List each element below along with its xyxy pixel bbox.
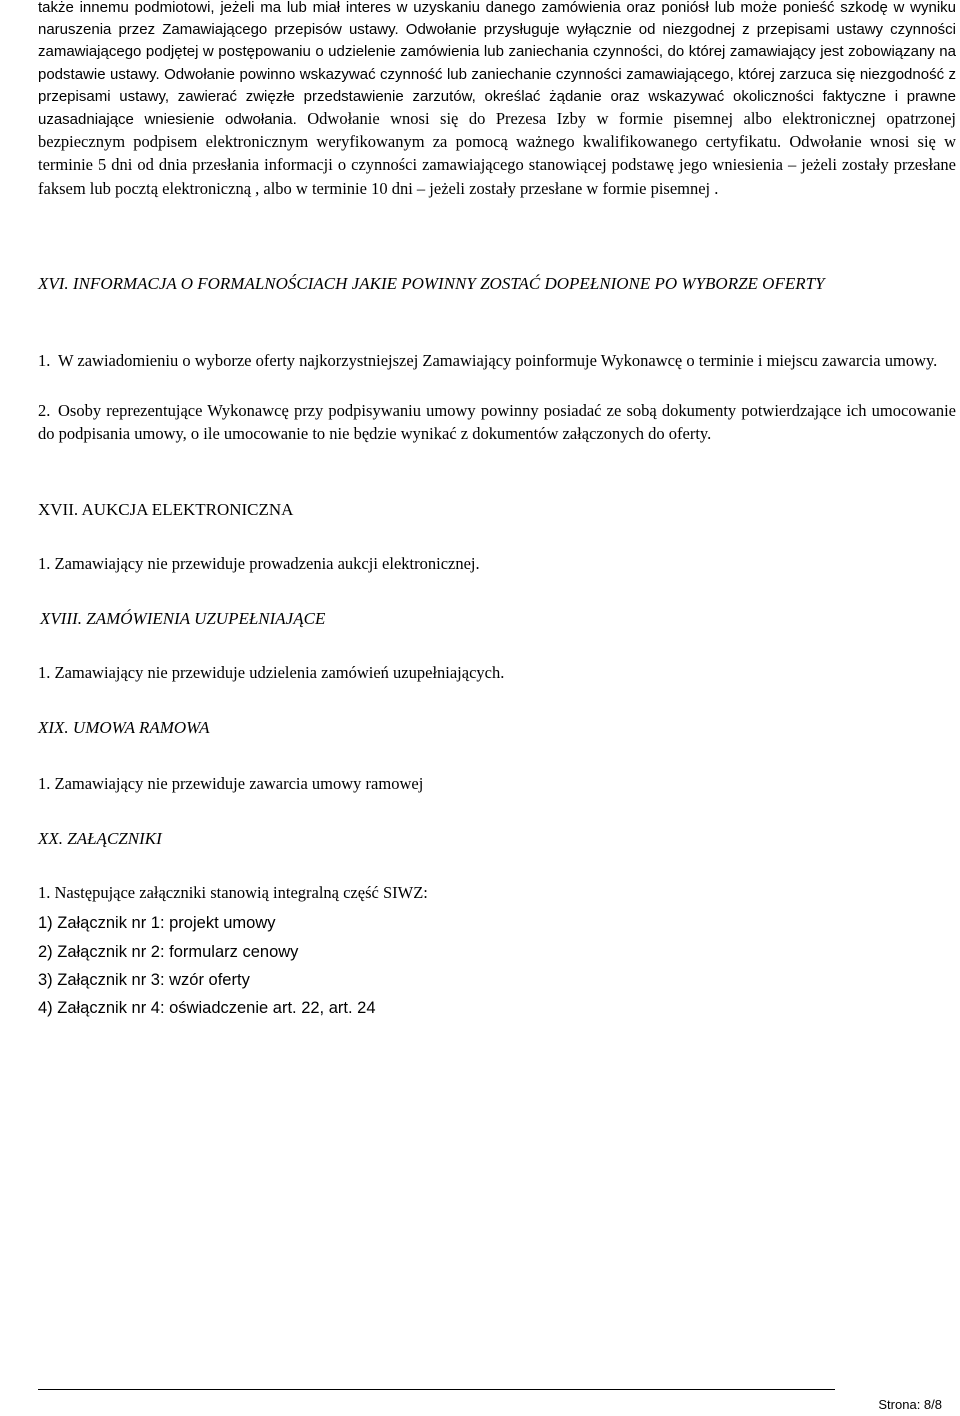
- section-xviii-heading: XVIII. ZAMÓWIENIA UZUPEŁNIAJĄCE: [40, 609, 326, 628]
- appeal-text-serif-1: Odwołanie wnosi się do Prezesa Izby w formie pisemnej albo elektronicznej opatrzonej bezpiecznym podpisem elektronicznym weryfikowanym za pomocą ważnego kwalifikowanego certyfikatu.: [38, 109, 957, 152]
- section-xix-heading: XIX. UMOWA RAMOWA: [38, 718, 210, 737]
- section-xx-heading: XX. ZAŁĄCZNIKI: [38, 829, 162, 848]
- attachment-2: 2) Załącznik nr 2: formularz cenowy: [38, 943, 299, 961]
- section-xvi-item-2-number: 2.: [38, 401, 51, 420]
- section-xvi-item-1-number: 1.: [38, 351, 51, 370]
- appeal-text-sans: także innemu podmiotowi, jeżeli ma lub miał interes w uzyskaniu danego zamówienia oraz poniósł lub może ponieść szkodę w wyniku naruszenia przez Zamawiającego przepisów ustawy. Odwołanie przysługuje wyłącznie od niezgodnej z przepisami ustawy czynności zamawiającego podjętej w postępowaniu o udzielenie zamówienia lub zaniechania czynności, do której zamawiający jest zobowiązany na podstawie ustawy. Odwołanie powinno wskazywać czynność lub zaniechanie czynności zamawiającego, której zarzuca się niezgodność z przepisami ustawy, zawierać zwięzłe przedstawienie zarzutów, określać żądanie oraz wskazywać okoliczności faktyczne i prawne uzasadniające wniesienie odwołania.: [38, 0, 956, 129]
- section-xvi-heading: XVI. INFORMACJA O FORMALNOŚCIACH JAKIE POWINNY ZOSTAĆ DOPEŁNIONE PO WYBORZE OFERTY: [38, 274, 825, 293]
- section-xix-item: 1. Zamawiający nie przewiduje zawarcia umowy ramowej: [38, 774, 424, 793]
- section-xviii-item: 1. Zamawiający nie przewiduje udzielenia zamówień uzupełniających.: [38, 663, 505, 682]
- section-xvii-item: 1. Zamawiający nie przewiduje prowadzenia aukcji elektronicznej.: [38, 554, 480, 573]
- attachment-1: 1) Załącznik nr 1: projekt umowy: [38, 914, 276, 932]
- attachment-3: 3) Załącznik nr 3: wzór oferty: [38, 971, 250, 989]
- section-xvii-heading: XVII. AUKCJA ELEKTRONICZNA: [38, 500, 294, 519]
- section-xvi-item-1: [38, 350, 956, 373]
- section-xvi-item-1-text: W zawiadomieniu o wyborze oferty najkorzystniejszej Zamawiający poinformuje Wykonawcę o terminie i miejscu zawarcia umowy.: [58, 351, 938, 370]
- appeal-text-serif-2: Odwołanie wnosi się w terminie 5 dni od dnia przesłania informacji o czynności zamawiającego stanowiącej podstawę jego wniesienia – jeżeli zostały przesłane faksem lub pocztą elektroniczną , albo w terminie 10 dni – jeżeli zostały przesłane w formie pisemnej .: [38, 132, 956, 198]
- page-number: Strona: 8/8: [878, 1397, 942, 1412]
- footer-divider: [38, 1389, 835, 1390]
- attachment-4: 4) Załącznik nr 4: oświadczenie art. 22, art. 24: [38, 999, 376, 1017]
- section-xvi-item-2: [38, 400, 956, 445]
- section-xx-item: 1. Następujące załączniki stanowią integralną część SIWZ:: [38, 883, 428, 902]
- appeal-paragraph: [38, 0, 956, 201]
- section-xvi-item-2-text: Osoby reprezentujące Wykonawcę przy podpisywaniu umowy powinny posiadać ze sobą dokumenty potwierdzające ich umocowanie do podpisania umowy, o ile umocowanie to nie będzie wynikać z dokumentów załączonych do oferty.: [38, 401, 956, 443]
